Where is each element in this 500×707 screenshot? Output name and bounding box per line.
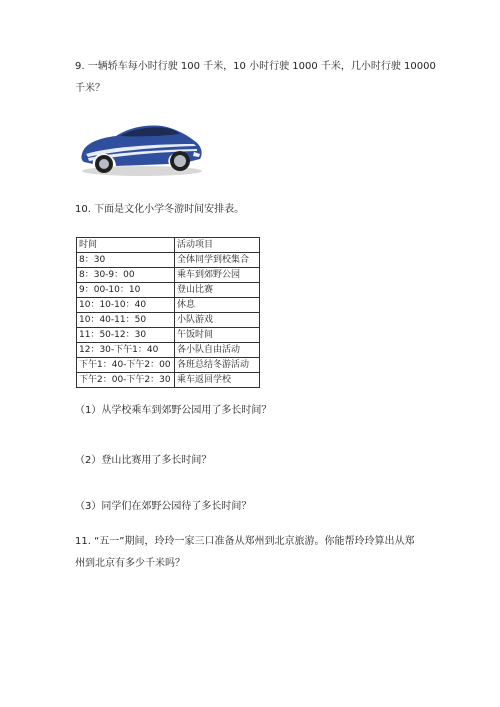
- table-cell: 8：30-9：00: [77, 268, 175, 283]
- table-row: [77, 373, 260, 388]
- table-row: [77, 328, 260, 343]
- table-cell: 10：10-10：40: [77, 298, 175, 313]
- table-cell: 9：00-10：10: [77, 283, 175, 298]
- q11-text-line2: 州到北京有多少千米吗？: [75, 558, 185, 569]
- table-cell: 乘车返回学校: [175, 373, 260, 388]
- table-cell: 下午1：40-下午2：00: [77, 358, 175, 373]
- table-cell: 8：30: [77, 253, 175, 268]
- table-header-cell: 时间: [77, 238, 175, 253]
- table-cell: 午饭时间: [175, 328, 260, 343]
- table-row: [77, 358, 260, 373]
- table-row: [77, 313, 260, 328]
- q10-title: 10. 下面是文化小学冬游时间安排表。: [75, 204, 245, 215]
- q10-sub3: （3）同学们在郊野公园待了多长时间？: [75, 501, 252, 512]
- table-cell: 11：50-12：30: [77, 328, 175, 343]
- table-cell: 登山比赛: [175, 283, 260, 298]
- table-header-cell: 活动项目: [175, 238, 260, 253]
- q10-sub2: （2）登山比赛用了多长时间？: [75, 455, 212, 466]
- table-cell: 下午2：00-下午2：30: [77, 373, 175, 388]
- table-cell: 休息: [175, 298, 260, 313]
- table-row: [77, 283, 260, 298]
- table-cell: 12：30-下午1：40: [77, 343, 175, 358]
- table-header-row: [77, 238, 260, 253]
- q11-text-line1: 11. “五一”期间，玲玲一家三口准备从郑州到北京旅游。你能帮玲玲算出从郑: [75, 536, 415, 547]
- schedule-table: [76, 237, 260, 388]
- table-cell: 10：40-11：50: [77, 313, 175, 328]
- table-cell: 各小队自由活动: [175, 343, 260, 358]
- q9-text-line2: 千米？: [75, 83, 105, 94]
- q9-text-line1: 9. 一辆轿车每小时行驶 100 千米，10 小时行驶 1000 千米，几小时行驶 10000: [75, 61, 436, 72]
- q10-sub1: （1）从学校乘车到郊野公园用了多长时间？: [75, 405, 272, 416]
- table-row: [77, 343, 260, 358]
- table-row: [77, 268, 260, 283]
- table-cell: 全体同学到校集合: [175, 253, 260, 268]
- table-cell: 小队游戏: [175, 313, 260, 328]
- table-cell: 乘车到郊野公园: [175, 268, 260, 283]
- table-cell: 各班总结冬游活动: [175, 358, 260, 373]
- table-row: [77, 253, 260, 268]
- car-image: [76, 114, 206, 178]
- table-row: [77, 298, 260, 313]
